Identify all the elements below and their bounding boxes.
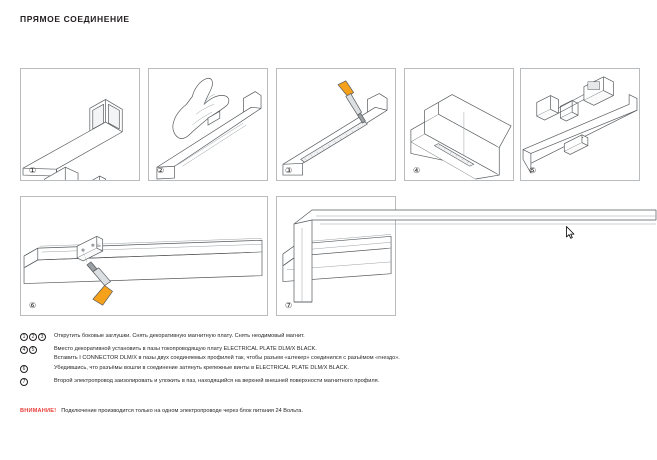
panel-4-illustration bbox=[405, 69, 513, 180]
panel-4-number: ④ bbox=[413, 166, 421, 175]
warning-note bbox=[20, 408, 303, 414]
warning-label: ВНИМАНИЕ! bbox=[20, 408, 57, 414]
legend-mark: 3 bbox=[38, 333, 46, 341]
panel-step-5 bbox=[520, 68, 640, 181]
legend-text bbox=[54, 377, 379, 386]
panel-2-number: ② bbox=[157, 166, 165, 175]
legend-mark: 7 bbox=[20, 378, 28, 386]
mouse-pointer-icon bbox=[566, 226, 575, 239]
panel-2-illustration bbox=[149, 69, 267, 180]
legend-marks bbox=[20, 377, 54, 386]
panel-1-illustration bbox=[21, 69, 139, 180]
legend-mark: 6 bbox=[20, 365, 28, 373]
legend-row bbox=[20, 332, 640, 343]
legend-row bbox=[20, 345, 640, 362]
warning-text: Подключение производится только на одном электропроводе через блок питания 24 Вольта. bbox=[61, 408, 303, 414]
legend-text bbox=[54, 364, 349, 373]
legend-list bbox=[20, 332, 640, 390]
legend-mark: 2 bbox=[29, 333, 37, 341]
legend-marks bbox=[20, 332, 54, 341]
panel-6-illustration bbox=[21, 197, 267, 315]
legend-line: Вставить I CONNECTOR DLM/X в пазы двух соединяемых профилей так, чтобы разъем «штекер» соединился с разъёмом «гнездо». bbox=[54, 354, 400, 361]
panel-5-number: ⑤ bbox=[529, 166, 537, 175]
legend-text bbox=[54, 345, 400, 362]
legend-line: Вместо декоративной установить в пазы токопроводящую плату ELECTRICAL PLATE DLM/X BLACK. bbox=[54, 346, 317, 352]
panel-7-number: ⑦ bbox=[285, 301, 293, 310]
panel-step-4 bbox=[404, 68, 514, 181]
legend-marks bbox=[20, 345, 54, 354]
legend-text bbox=[54, 332, 305, 341]
legend-line: Открутить боковые заглушки. Снять декоративную магнитную плату. Снять неодимовый магнит. bbox=[54, 333, 305, 339]
panel-3-illustration bbox=[277, 69, 395, 180]
panel-step-1 bbox=[20, 68, 140, 181]
legend-marks bbox=[20, 364, 54, 373]
panel-6-number: ⑥ bbox=[29, 301, 37, 310]
panel-5-illustration bbox=[521, 69, 639, 180]
panel-step-2 bbox=[148, 68, 268, 181]
legend-mark: 1 bbox=[20, 333, 28, 341]
panel-1-number: ① bbox=[29, 166, 37, 175]
legend-mark: 4 bbox=[20, 346, 28, 354]
profile-overview-illustration bbox=[290, 198, 657, 318]
legend-mark: 5 bbox=[29, 346, 37, 354]
panel-step-6 bbox=[20, 196, 268, 316]
page-title: ПРЯМОЕ СОЕДИНЕНИЕ bbox=[20, 14, 130, 24]
legend-row bbox=[20, 364, 640, 375]
legend-line: Убедившись, что разъёмы вошли в соединение затянуть крепежные винты в ELECTRICAL PLATE DLM/X BLACK. bbox=[54, 365, 349, 371]
panel-step-3 bbox=[276, 68, 396, 181]
legend-row bbox=[20, 377, 640, 388]
panel-3-number: ③ bbox=[285, 166, 293, 175]
legend-line: Второй электропровод заизолировать и уложить в паз, находящийся на верхней внешней поверхности магнитного профиля. bbox=[54, 378, 380, 384]
